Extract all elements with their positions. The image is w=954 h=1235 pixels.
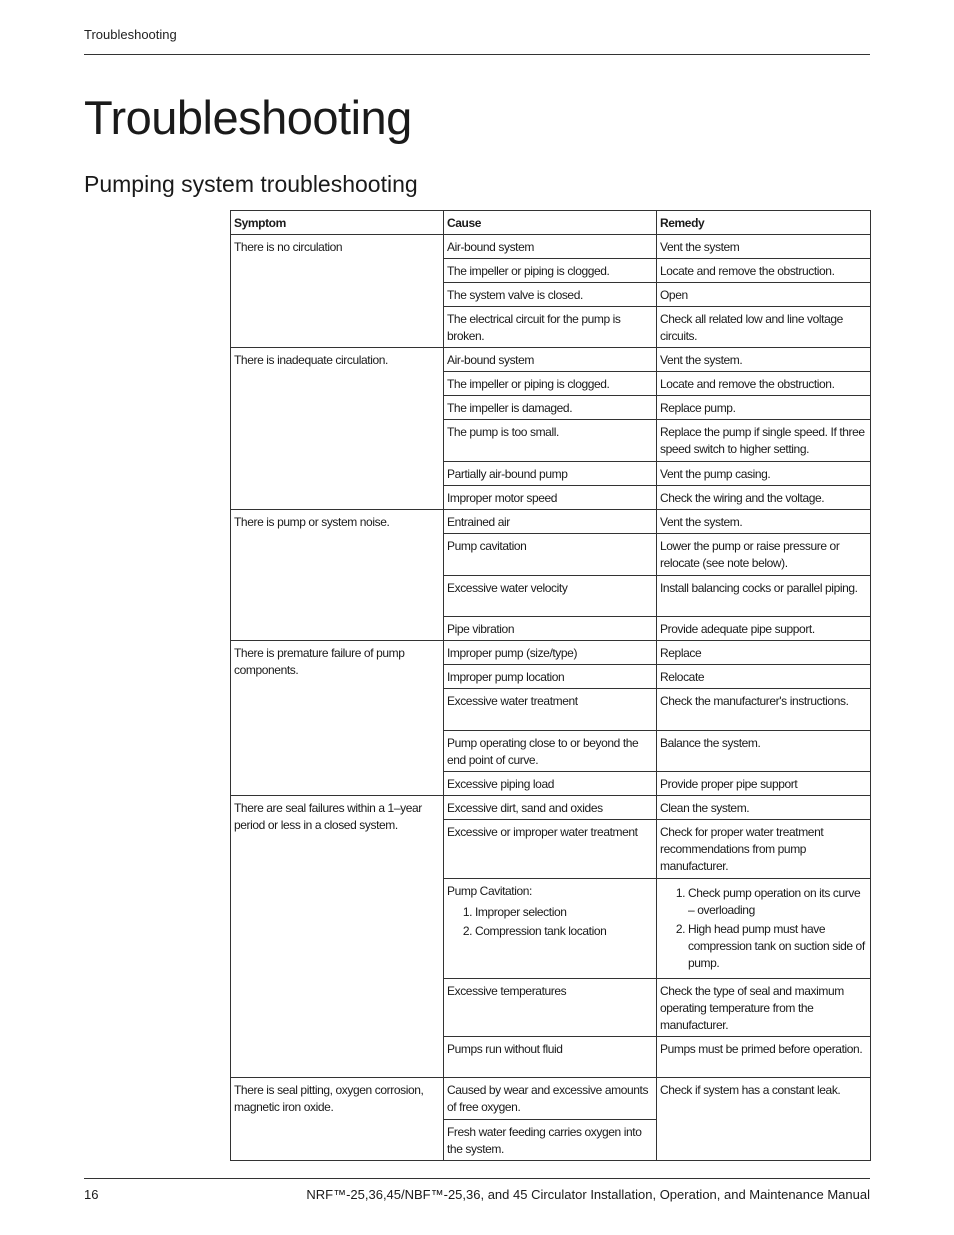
footer-divider (84, 1178, 870, 1179)
cause-cell: Improper pump location (444, 665, 657, 689)
table-row (231, 1078, 871, 1120)
cause-cell: Fresh water feeding carries oxygen into the system. (444, 1120, 657, 1161)
cause-cell: Improper motor speed (444, 486, 657, 510)
remedy-cell: Check the type of seal and maximum operating temperature from the manufacturer. (657, 979, 871, 1037)
header-divider (84, 54, 870, 55)
column-header-cause: Cause (444, 211, 657, 235)
cause-cell: The impeller or piping is clogged. (444, 372, 657, 396)
page-number: 16 (84, 1187, 99, 1202)
symptom-cell: There is premature failure of pump components. (231, 641, 444, 796)
remedy-cell: Lower the pump or raise pressure or relocate (see note below). (657, 534, 871, 576)
cause-cell: Pumps run without fluid (444, 1037, 657, 1078)
remedy-cell: Vent the system (657, 235, 871, 259)
symptom-cell: There is inadequate circulation. (231, 348, 444, 510)
cause-cell: The pump is too small. (444, 420, 657, 462)
cause-cell: Improper pump (size/type) (444, 641, 657, 665)
remedy-cell: Replace pump. (657, 396, 871, 420)
cause-cell: Excessive temperatures (444, 979, 657, 1037)
remedy-cell: Vent the pump casing. (657, 462, 871, 486)
symptom-cell: There is seal pitting, oxygen corrosion, magnetic iron oxide. (231, 1078, 444, 1161)
footer-manual-title: NRF™-25,36,45/NBF™-25,36, and 45 Circulator Installation, Operation, and Maintenance Manual (306, 1187, 870, 1202)
cause-cell: Excessive piping load (444, 772, 657, 796)
cause-cell: Air-bound system (444, 235, 657, 259)
remedy-cell: Check for proper water treatment recommendations from pump manufacturer. (657, 820, 871, 879)
remedy-cell: Provide adequate pipe support. (657, 617, 871, 641)
remedy-cell: Install balancing cocks or parallel piping. (657, 576, 871, 617)
cause-cell: Partially air-bound pump (444, 462, 657, 486)
remedy-cell: Balance the system. (657, 731, 871, 772)
troubleshooting-table (230, 210, 871, 1161)
cause-cell: Excessive or improper water treatment (444, 820, 657, 879)
remedy-cell: Vent the system. (657, 510, 871, 534)
remedy-cell: Relocate (657, 665, 871, 689)
remedy-cell: Replace the pump if single speed. If three speed switch to higher setting. (657, 420, 871, 462)
cause-cell: The electrical circuit for the pump is broken. (444, 307, 657, 348)
cause-cell: Pump cavitation (444, 534, 657, 576)
column-header-symptom: Symptom (231, 211, 444, 235)
table-row (231, 796, 871, 820)
remedy-cell: Check the manufacturer's instructions. (657, 689, 871, 731)
remedy-cell: Clean the system. (657, 796, 871, 820)
remedy-cell: Check the wiring and the voltage. (657, 486, 871, 510)
remedy-cell: Check all related low and line voltage circuits. (657, 307, 871, 348)
table-header-row (231, 211, 871, 235)
cause-cell: The impeller is damaged. (444, 396, 657, 420)
list-item: 1. Improper selection (475, 904, 653, 921)
cause-cell: The system valve is closed. (444, 283, 657, 307)
cause-cell: Pump operating close to or beyond the end point of curve. (444, 731, 657, 772)
remedy-cell (657, 879, 871, 979)
cause-cell: The impeller or piping is clogged. (444, 259, 657, 283)
symptom-cell: There is no circulation (231, 235, 444, 348)
remedy-cell: Replace (657, 641, 871, 665)
symptom-cell: There is pump or system noise. (231, 510, 444, 641)
table-row (231, 641, 871, 665)
list-item: 2. Compression tank location (475, 923, 653, 940)
cause-cell: Excessive dirt, sand and oxides (444, 796, 657, 820)
list-item: 2. High head pump must have compression tank on suction side of pump. (688, 921, 867, 972)
remedy-cell: Locate and remove the obstruction. (657, 372, 871, 396)
cause-cell (444, 879, 657, 979)
running-header: Troubleshooting (84, 27, 177, 42)
table-row (231, 510, 871, 534)
remedy-cell: Vent the system. (657, 348, 871, 372)
remedy-cell: Provide proper pipe support (657, 772, 871, 796)
remedy-cell: Pumps must be primed before operation. (657, 1037, 871, 1078)
table-row (231, 235, 871, 259)
list-item: 1. Check pump operation on its curve – overloading (688, 885, 867, 919)
remedy-cell: Check if system has a constant leak. (657, 1078, 871, 1161)
table-row (231, 348, 871, 372)
cause-cell: Caused by wear and excessive amounts of free oxygen. (444, 1078, 657, 1120)
page-title: Troubleshooting (84, 91, 412, 144)
remedy-cell: Locate and remove the obstruction. (657, 259, 871, 283)
section-title: Pumping system troubleshooting (84, 171, 418, 197)
cause-cell: Entrained air (444, 510, 657, 534)
cause-cell: Excessive water treatment (444, 689, 657, 731)
cause-list (447, 904, 653, 940)
remedy-cell: Open (657, 283, 871, 307)
cause-cell: Air-bound system (444, 348, 657, 372)
remedy-list (660, 885, 867, 972)
symptom-cell: There are seal failures within a 1–year period or less in a closed system. (231, 796, 444, 1078)
column-header-remedy: Remedy (657, 211, 871, 235)
cause-cell: Excessive water velocity (444, 576, 657, 617)
cause-cell: Pipe vibration (444, 617, 657, 641)
cause-lead-text: Pump Cavitation: (447, 884, 532, 898)
